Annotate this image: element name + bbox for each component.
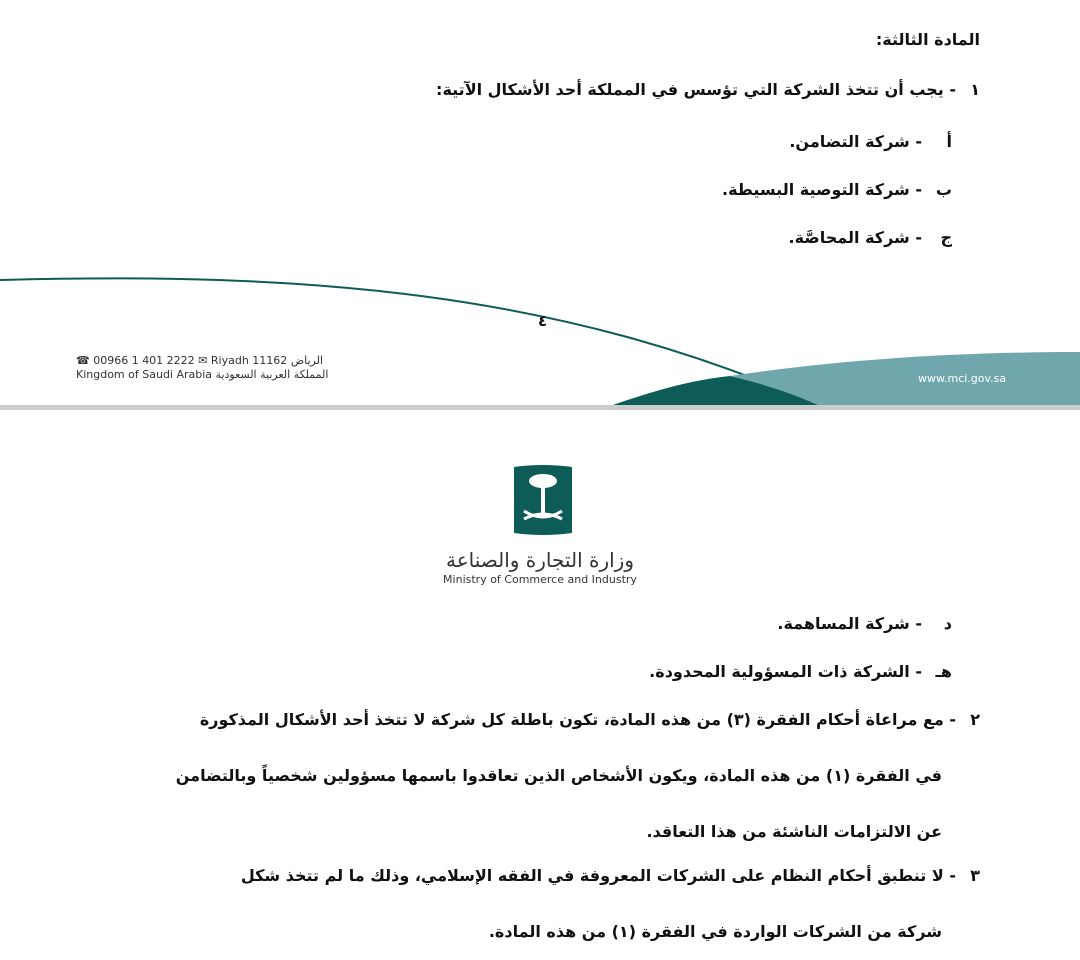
item-letter: د [943,614,952,633]
footer-kingdom-en: Kingdom of Saudi Arabia [76,368,213,381]
item-text: - شركة التوصية البسيطة. [722,180,922,199]
footer-swoosh [0,0,1080,410]
article-heading: المادة الثالثة: [875,30,980,49]
list-item-paragraph [100,848,980,960]
item-letter: أ [946,132,952,151]
paragraph-line: - لا تنطبق أحكام النظام على الشركات المعروفة في الفقه الإسلامي، وذلك ما لم تتخذ شكل [240,866,956,885]
footer-contact [76,354,328,382]
footer-url[interactable]: www.mci.gov.sa [918,372,1007,385]
page-top [0,0,1080,410]
list-item [777,614,952,634]
palm-swords-emblem-icon [510,463,576,537]
paragraph-line: - مع مراعاة أحكام الفقرة (٣) من هذه المادة، تكون باطلة كل شركة لا تتخذ أحد الأشكال المذكورة [199,710,956,729]
footer-city-ar: الرياض [290,354,324,367]
item-text: - شركة التضامن. [789,132,922,151]
item-letter: ج [940,228,952,247]
phone-icon: ☎ [76,354,90,367]
item-text: - يجب أن تتخذ الشركة التي تؤسس في المملكة أحد الأشكال الآتية: [436,80,956,99]
item-text: - شركة المحاصَّة. [788,228,922,247]
ministry-name-ar: وزارة التجارة والصناعة [446,548,634,572]
ministry-name-en: Ministry of Commerce and Industry [443,573,637,586]
page-divider [0,405,1080,410]
list-item [649,662,952,682]
list-item-paragraph [100,692,980,860]
item-text: - الشركة ذات المسؤولية المحدودة. [649,662,922,681]
item-number: ٣ [970,866,980,885]
paragraph-line: في الفقرة (١) من هذه المادة، ويكون الأشخاص الذين تعاقدوا باسمها مسؤولين شخصياً وبالتضامن [175,766,942,785]
page-number: ٤ [538,312,548,330]
item-letter: ب [935,180,952,199]
footer-phone: 00966 1 401 2222 [93,354,195,367]
envelope-icon: ✉ [198,354,208,367]
footer-city-en: Riyadh 11162 [210,354,288,367]
item-letter: هـ [935,662,952,681]
paragraph-line: شركة من الشركات الواردة في الفقرة (١) من هذه المادة. [488,922,942,941]
ministry-logo [510,463,576,537]
paragraph-line: عن الالتزامات الناشئة من هذا التعاقد. [646,822,942,841]
footer-kingdom-ar: المملكة العربية السعودية [215,368,329,381]
item-number: ٢ [970,710,980,729]
item-text: - شركة المساهمة. [777,614,922,633]
item-number: ١ [970,80,980,99]
